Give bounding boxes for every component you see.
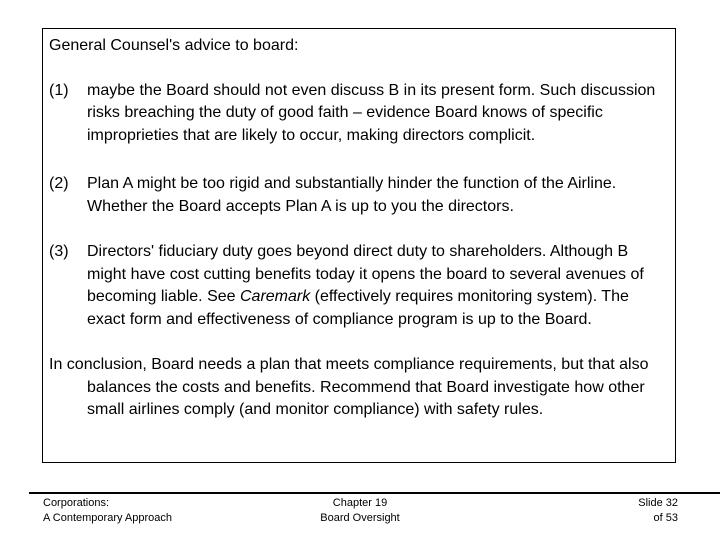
point-text: Plan A might be too rigid and substantially hinder the function of the Airline. Whether the Board accepts Plan A is up to you the directors. — [87, 175, 617, 215]
footer-right-line2: of 53 — [653, 512, 678, 524]
footer-center-line1: Chapter 19 — [332, 497, 388, 509]
point-number: (3) — [49, 243, 69, 260]
footer-slide-number — [638, 496, 678, 526]
footer-divider — [29, 492, 720, 494]
point-number: (2) — [49, 175, 69, 192]
slide-heading: General Counsel's advice to board: — [49, 37, 299, 54]
footer-chapter — [300, 496, 420, 526]
footer-right-line1: Slide 32 — [638, 497, 678, 509]
content-box — [42, 28, 676, 463]
point-text-part2: (effectively requires monitoring system). The exact form and effectiveness of compliance program is up to the Board. — [87, 288, 629, 328]
advice-point-1 — [49, 80, 669, 148]
case-name: Caremark — [239, 288, 311, 305]
footer-left-line1: Corporations: — [43, 497, 110, 509]
advice-point-2 — [49, 173, 669, 218]
point-number: (1) — [49, 81, 69, 99]
footer-center-line2: Board Oversight — [320, 512, 400, 524]
point-text-part1: Directors' fiduciary duty goes beyond direct duty to shareholders. Although B might have cost cutting benefits today it opens the board to several avenues of becoming liable. See — [87, 243, 644, 305]
point-text: maybe the Board should not even discuss B in its present form. Such discussion risks breaching the duty of good faith – evidence Board knows of specific improprieties that are likely to occur, making directors complicit. — [87, 81, 656, 144]
advice-point-3 — [49, 241, 669, 331]
conclusion-text: In conclusion, Board needs a plan that meets compliance requirements, but that also balances the costs and benefits. Recommend that Board investigate how other small airlines comply (and monitor compliance) with safety rules. — [49, 356, 649, 418]
footer-left-line2: A Contemporary Approach — [43, 512, 173, 524]
footer-book-title — [43, 496, 172, 526]
